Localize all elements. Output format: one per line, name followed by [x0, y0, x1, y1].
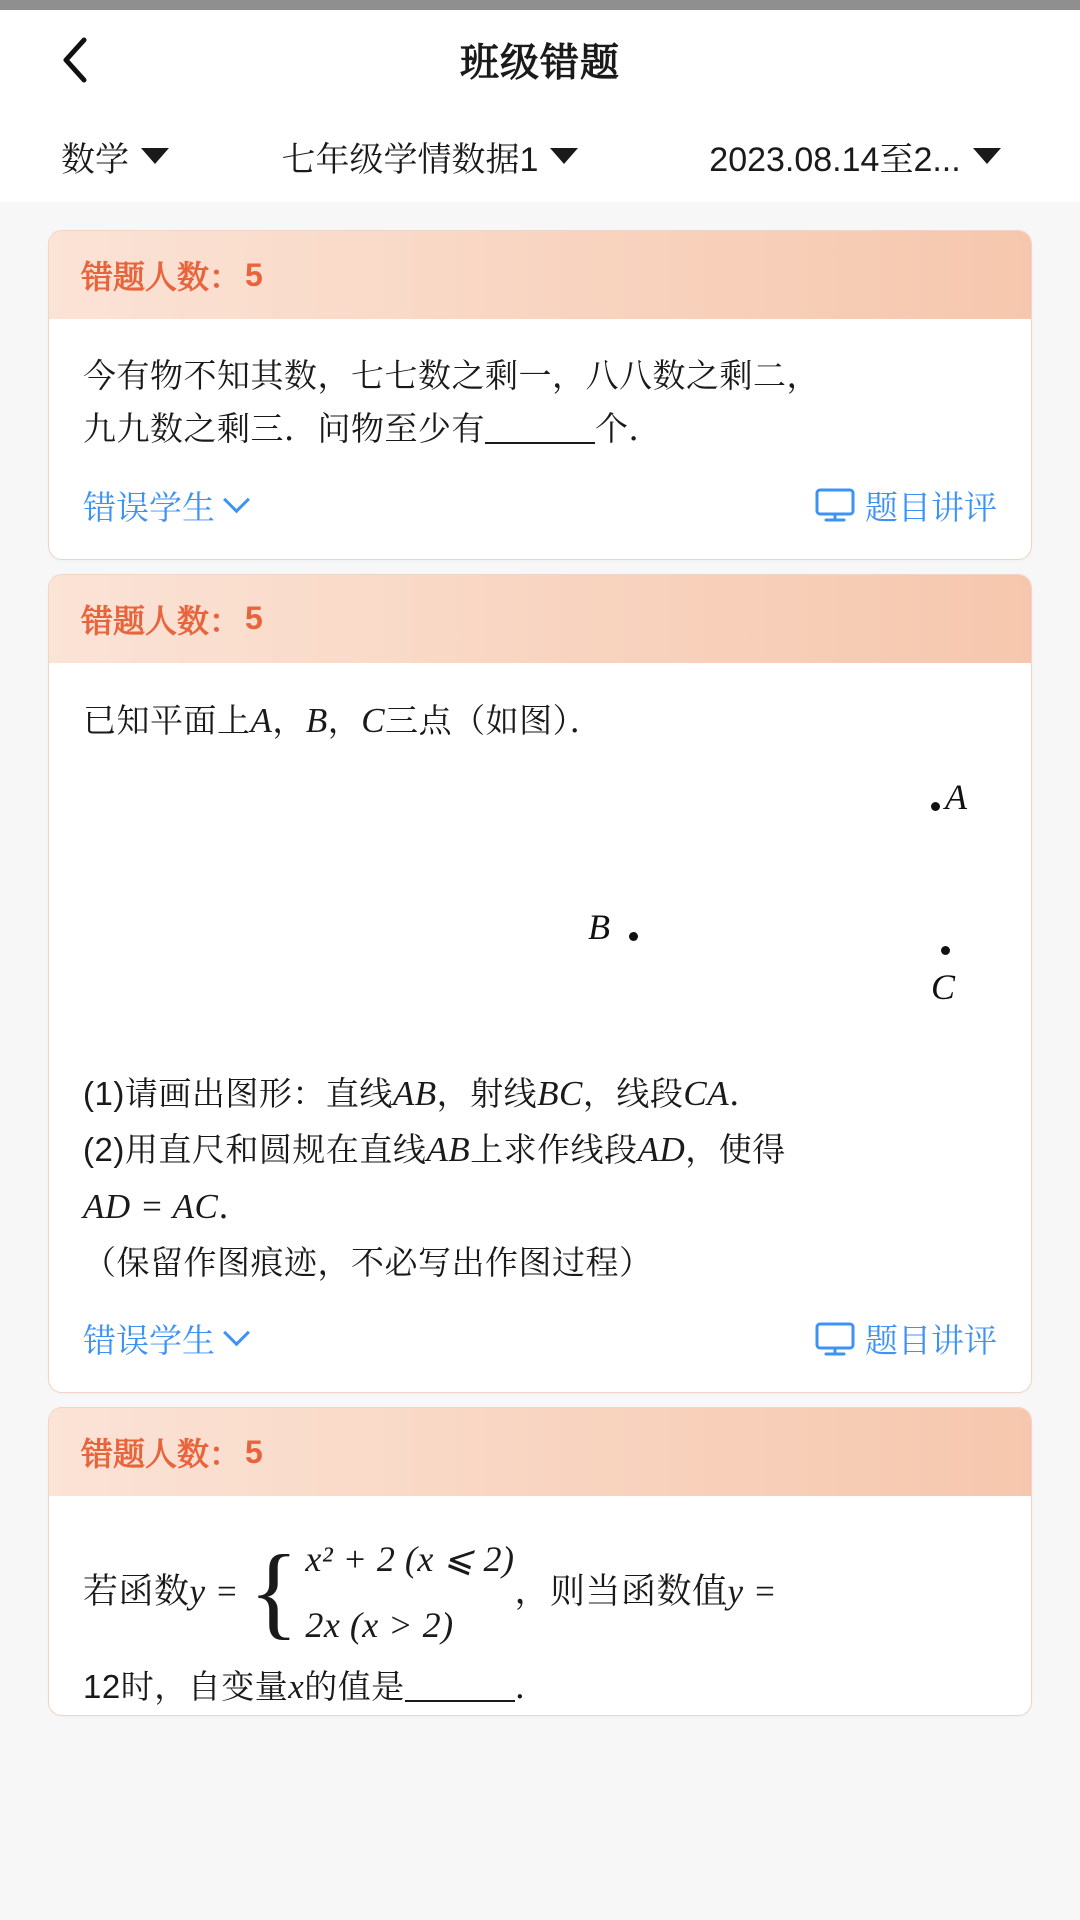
- question-line-2a: 九九数之剩三．问物至少有: [83, 410, 485, 448]
- caret-down-icon: [550, 148, 578, 164]
- chevron-left-icon: [60, 36, 90, 84]
- sub1-ca: CA: [683, 1073, 730, 1113]
- filter-subject-label: 数学: [61, 140, 129, 179]
- piecewise-cases: [305, 1526, 514, 1659]
- monitor-icon: [815, 487, 855, 523]
- point-c-label: C: [361, 700, 386, 740]
- question-sub-2: [83, 1122, 997, 1179]
- sub2-c: ，使得: [685, 1131, 786, 1169]
- case-1: x² + 2 (x ⩽ 2): [305, 1539, 515, 1580]
- back-button[interactable]: [52, 37, 98, 83]
- wrong-count-label: 错题人数：: [81, 602, 242, 639]
- fn-y: y =: [189, 1572, 239, 1612]
- answer-blank: [485, 442, 595, 444]
- sub2-ad: AD: [637, 1130, 686, 1170]
- chevron-down-icon: [223, 1320, 250, 1347]
- stem-suffix: 三点（如图）．: [385, 701, 604, 739]
- wrong-count-label: 错题人数：: [81, 1436, 242, 1473]
- point-b-label: B: [305, 700, 328, 740]
- question-sub-2-eq: [83, 1179, 997, 1236]
- point-c-dot: [941, 946, 950, 955]
- app-header: [0, 10, 1080, 110]
- stem-prefix: 已知平面上: [83, 701, 251, 739]
- question-line-2b: 个．: [595, 410, 662, 448]
- point-c-text: C: [931, 966, 956, 1007]
- fn-x: x: [288, 1666, 305, 1706]
- wrong-students-label: 错误学生: [83, 1322, 215, 1360]
- fn-e: ．: [514, 1667, 549, 1705]
- point-b-text: B: [588, 906, 610, 947]
- sub2-equation: AD = AC: [83, 1186, 219, 1226]
- wrong-count-banner: [49, 231, 1031, 319]
- filter-dataset-label: 七年级学情数据1: [281, 140, 539, 179]
- wrong-count-value: 5: [245, 600, 263, 637]
- filter-daterange-label: 2023.08.14至2...: [709, 140, 961, 179]
- question-body: [49, 319, 1031, 456]
- review-button[interactable]: [815, 482, 997, 529]
- sub2-d: ．: [218, 1187, 252, 1225]
- left-brace: {: [248, 1534, 300, 1650]
- question-stem: [83, 693, 997, 750]
- filter-subject[interactable]: [0, 132, 230, 181]
- point-a-text: A: [945, 776, 967, 817]
- wrong-count-banner: [49, 1408, 1031, 1496]
- review-label: 题目讲评: [865, 1322, 997, 1360]
- question-card: [48, 574, 1032, 1393]
- sub1-ab: AB: [392, 1073, 437, 1113]
- sub2-ab: AB: [426, 1130, 471, 1170]
- caret-down-icon: [141, 148, 169, 164]
- question-piecewise-line2: [83, 1659, 997, 1716]
- sub1-a: (1)请画出图形：直线: [83, 1074, 393, 1112]
- question-card: [48, 230, 1032, 560]
- monitor-icon: [815, 1321, 855, 1357]
- wrong-students-button[interactable]: [83, 482, 246, 529]
- filter-dataset[interactable]: [230, 132, 630, 181]
- filter-daterange[interactable]: [630, 132, 1080, 181]
- wrong-students-button[interactable]: [83, 1315, 246, 1362]
- point-b-dot: [629, 932, 638, 941]
- wrong-count-banner: [49, 575, 1031, 663]
- question-sub-1: [83, 1066, 997, 1123]
- question-line-2: [83, 402, 997, 455]
- question-list[interactable]: [0, 202, 1080, 1920]
- filter-bar: [0, 110, 1080, 203]
- sub1-bc: BC: [537, 1073, 583, 1113]
- fn-mid: ，则当函数值: [514, 1572, 728, 1612]
- question-piecewise: [83, 1526, 997, 1659]
- fn-c: 12时，自变量: [83, 1667, 289, 1705]
- chevron-down-icon: [223, 486, 250, 513]
- point-a-dot: [931, 802, 940, 811]
- sub2-a: (2)用直尺和圆规在直线: [83, 1131, 427, 1169]
- comma-2: ，: [327, 701, 362, 739]
- question-body: [49, 663, 1031, 1289]
- caret-down-icon: [973, 148, 1001, 164]
- question-note: （保留作图痕迹，不必写出作图过程）: [83, 1243, 653, 1281]
- wrong-students-label: 错误学生: [83, 488, 215, 526]
- wrong-count-value: 5: [245, 1433, 263, 1470]
- review-label: 题目讲评: [865, 488, 997, 526]
- case-2: 2x (x > 2): [305, 1605, 454, 1646]
- sub1-b: ，射线: [436, 1074, 538, 1112]
- sub1-d: ．: [729, 1074, 763, 1112]
- page-title: 班级错题: [459, 42, 620, 85]
- card-actions: [49, 456, 1031, 559]
- question-line-1: 今有物不知其数，七七数之剩一，八八数之剩二，: [83, 357, 820, 394]
- wrong-count-label: 错题人数：: [81, 259, 242, 295]
- comma-1: ，: [272, 701, 306, 739]
- fn-d: 的值是: [304, 1667, 405, 1705]
- answer-blank: [405, 1700, 515, 1702]
- sub2-b: 上求作线段: [470, 1131, 638, 1169]
- question-text: [83, 349, 997, 456]
- review-button[interactable]: [815, 1315, 997, 1362]
- point-a-label: A: [250, 700, 273, 740]
- geometry-figure: [83, 756, 997, 1056]
- status-bar: [0, 0, 1080, 10]
- sub1-c: ，线段: [582, 1074, 684, 1112]
- fn-prefix: 若函数: [83, 1572, 190, 1612]
- question-card: [48, 1407, 1032, 1716]
- fn-y2: y =: [727, 1572, 777, 1612]
- question-body: [49, 1496, 1031, 1715]
- card-actions: [49, 1289, 1031, 1392]
- wrong-count-value: 5: [245, 256, 263, 293]
